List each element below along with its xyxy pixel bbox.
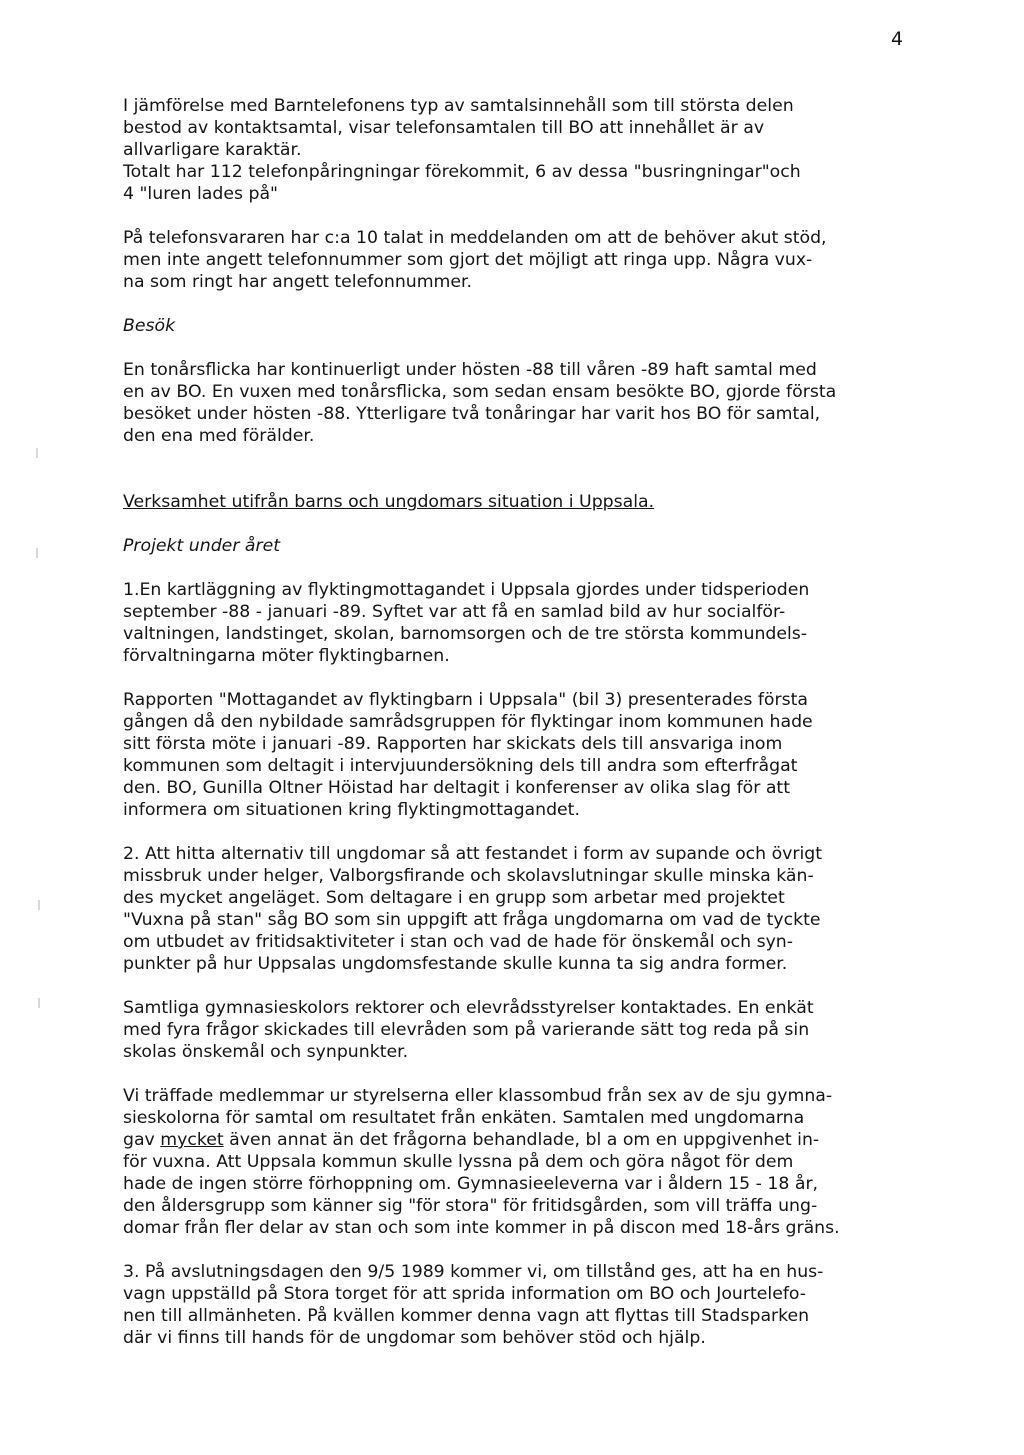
text-line: den åldersgrupp som känner sig "för stora" för fritidsgården, som vill träffa ung- <box>123 1196 818 1216</box>
text-line: sitt första möte i januari -89. Rapporten har skickats dels till ansvariga inom <box>123 734 783 754</box>
text-line: vagn uppställd på Stora torget för att sprida information om BO och Jourtelefo- <box>123 1284 807 1304</box>
paragraph-project-2 <box>123 843 913 975</box>
heading-besok: Besök <box>123 316 176 336</box>
text-line: Rapporten "Mottagandet av flyktingbarn i Uppsala" (bil 3) presenterades första <box>123 690 808 710</box>
text-line: nen till allmänheten. På kvällen kommer denna vagn att flyttas till Stadsparken <box>123 1306 810 1326</box>
text-line: domar från fler delar av stan och som inte kommer in på discon med 18-års gräns. <box>123 1218 840 1238</box>
text-line: skolas önskemål och synpunkter. <box>123 1042 409 1062</box>
scan-speck <box>36 448 38 458</box>
text-line: 1.En kartläggning av flyktingmottagandet i Uppsala gjordes under tidsperioden <box>123 580 810 600</box>
text-line: hade de ingen större förhoppning om. Gymnasieeleverna var i åldern 15 - 18 år, <box>123 1174 819 1194</box>
text-fragment: även annat än det frågorna behandlade, bl a om en uppgivenhet in- <box>223 1130 820 1150</box>
paragraph-project-1 <box>123 579 913 667</box>
text-line: där vi finns till hands för de ungdomar som behöver stöd och hjälp. <box>123 1328 706 1348</box>
text-line: en av BO. En vuxen med tonårsflicka, som sedan ensam besökte BO, gjorde första <box>123 382 837 402</box>
text-fragment: gav <box>123 1130 161 1150</box>
text-line: missbruk under helger, Valborgsfirande och skolavslutningar skulle minska kän- <box>123 866 814 886</box>
text-line: förvaltningarna möter flyktingbarnen. <box>123 646 450 666</box>
paragraph-report <box>123 689 913 821</box>
text-line: för vuxna. Att Uppsala kommun skulle lyssna på dem och göra något för dem <box>123 1152 794 1172</box>
text-line: 3. På avslutningsdagen den 9/5 1989 kommer vi, om tillstånd ges, att ha en hus- <box>123 1262 824 1282</box>
text-line: na som ringt har angett telefonnummer. <box>123 272 473 292</box>
text-line: I jämförelse med Barntelefonens typ av samtalsinnehåll som till största delen <box>123 96 794 116</box>
text-line: Samtliga gymnasieskolors rektorer och elevrådsstyrelser kontaktades. En enkät <box>123 998 814 1018</box>
text-line: På telefonsvararen har c:a 10 talat in meddelanden om att de behöver akut stöd, <box>123 228 827 248</box>
text-line: des mycket angeläget. Som deltagare i en grupp som arbetar med projektet <box>123 888 785 908</box>
text-line: punkter på hur Uppsalas ungdomsfestande skulle kunna ta sig andra former. <box>123 954 788 974</box>
text-line: den ena med förälder. <box>123 426 315 446</box>
text-line: Vi träffade medlemmar ur styrelserna eller klassombud från sex av de sju gymna- <box>123 1086 833 1106</box>
text-line: gången då den nybildade samrådsgruppen för flyktingar inom kommunen hade <box>123 712 813 732</box>
text-line: september -88 - januari -89. Syftet var att få en samlad bild av hur socialför- <box>123 602 786 622</box>
underlined-word: mycket <box>160 1130 224 1150</box>
paragraph-visits <box>123 359 913 447</box>
document-body <box>123 95 913 1349</box>
text-line: Totalt har 112 telefonpåringningar förekommit, 6 av dessa "busringningar"och <box>123 162 801 182</box>
text-line: bestod av kontaktsamtal, visar telefonsamtalen till BO att innehållet är av <box>123 118 765 138</box>
page-number: 4 <box>891 28 904 50</box>
text-line: den. BO, Gunilla Oltner Höistad har deltagit i konferenser av olika slag för att <box>123 778 790 798</box>
text-line: kommunen som deltagit i intervjuundersökning dels till andra som efterfrågat <box>123 756 798 776</box>
text-line: sieskolorna för samtal om resultatet från enkäten. Samtalen med ungdomarna <box>123 1108 805 1128</box>
text-line: allvarligare karaktär. <box>123 140 302 160</box>
text-line: informera om situationen kring flyktingmottagandet. <box>123 800 580 820</box>
scan-speck <box>38 900 40 910</box>
paragraph-survey <box>123 997 913 1063</box>
text-line: men inte angett telefonnummer som gjort det möjligt att ringa upp. Några vux- <box>123 250 813 270</box>
paragraph-call-statistics <box>123 95 913 205</box>
text-line: valtningen, landstinget, skolan, barnomsorgen och de tre största kommundels- <box>123 624 808 644</box>
text-line <box>123 1129 913 1151</box>
text-line: "Vuxna på stan" såg BO som sin uppgift att fråga ungdomarna om vad de tyckte <box>123 910 821 930</box>
paragraph-project-3 <box>123 1261 913 1349</box>
text-line: om utbudet av fritidsaktiviteter i stan och vad de hade för önskemål och syn- <box>123 932 793 952</box>
text-line: med fyra frågor skickades till elevråden som på varierande sätt tog reda på sin <box>123 1020 810 1040</box>
paragraph-answering-machine <box>123 227 913 293</box>
text-line: En tonårsflicka har kontinuerligt under hösten -88 till våren -89 haft samtal med <box>123 360 817 380</box>
scan-speck <box>36 548 38 558</box>
text-line: besöket under hösten -88. Ytterligare två tonåringar har varit hos BO för samtal, <box>123 404 821 424</box>
section-title: Verksamhet utifrån barns och ungdomars situation i Uppsala. <box>123 492 655 512</box>
text-line: 2. Att hitta alternativ till ungdomar så att festandet i form av supande och övrigt <box>123 844 823 864</box>
text-line: 4 "luren lades på" <box>123 184 278 204</box>
paragraph-meetings <box>123 1085 913 1239</box>
heading-projekt: Projekt under året <box>123 536 281 556</box>
scan-speck <box>38 998 40 1008</box>
